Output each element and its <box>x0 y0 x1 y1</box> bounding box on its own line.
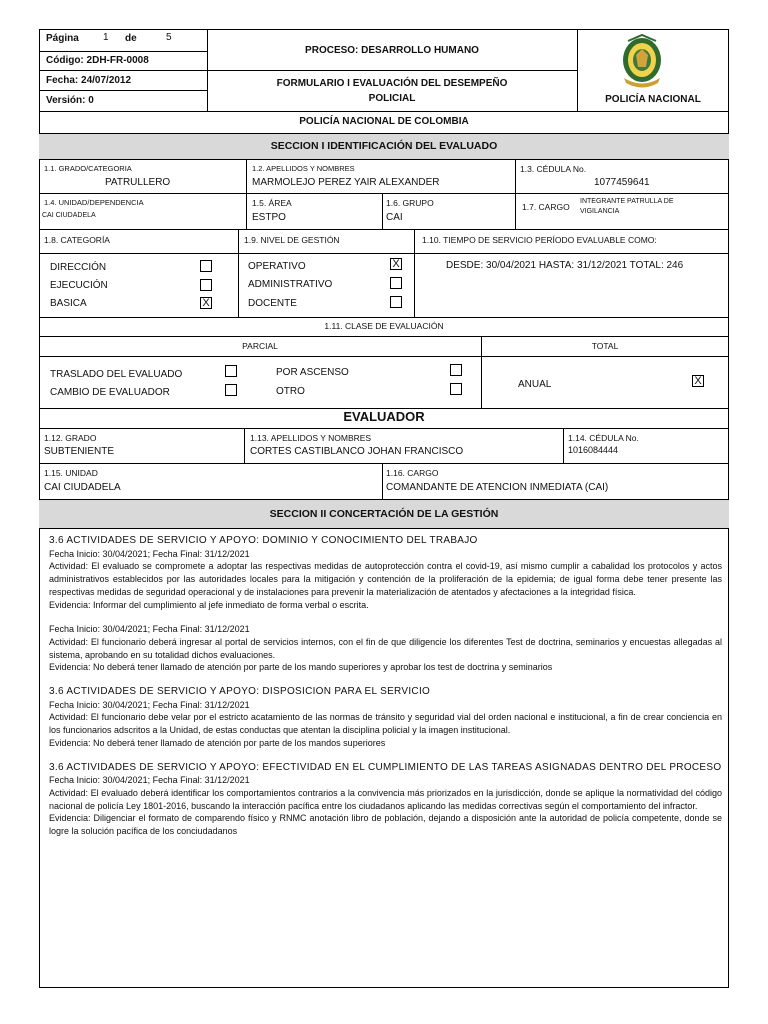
activity-dates: Fecha Inicio: 30/04/2021; Fecha Final: 31/12/2021 <box>49 699 250 710</box>
checkbox-cambio-evaluador[interactable] <box>225 384 237 396</box>
field-value: PATRULLERO <box>105 177 171 188</box>
activity-evidence: Evidencia: Diligenciar el formato de comparendo físico y RNMC anotación libro de población, dejando a disposición ante la autoridad de policía competente, donde se logre la solución pacífica de los conciudadanos <box>49 813 722 837</box>
field-label: 1.16. CARGO <box>386 468 439 478</box>
field-label: 1.7. CARGO <box>522 202 570 212</box>
divider <box>39 253 729 254</box>
field-value: 1077459641 <box>594 177 650 188</box>
option-label: ANUAL <box>518 379 552 390</box>
field-label: 1.12. GRADO <box>44 433 97 443</box>
field-value: SUBTENIENTE <box>44 446 115 457</box>
form-date: Fecha: 24/07/2012 <box>46 75 132 86</box>
divider <box>563 428 564 463</box>
field-label: 1.4. UNIDAD/DEPENDENCIA <box>44 198 144 207</box>
field-label: 1.5. ÁREA <box>252 198 292 208</box>
checkbox-traslado[interactable] <box>225 365 237 377</box>
activity-description: Actividad: El funcionario deberá ingresar al portal de servicios internos, con el fin de que diligencie los diferentes Test de doctrina, seminarios y encuestas allegadas al sistema, aprobando en su totalidad dichos evaluaciones. <box>49 636 722 660</box>
option-label: OTRO <box>276 386 305 397</box>
divider <box>382 463 383 499</box>
checkbox-ejecucion[interactable] <box>200 279 212 291</box>
process-title: PROCESO: DESARROLLO HUMANO <box>305 45 479 56</box>
section2-title: SECCION II CONCERTACIÓN DE LA GESTIÓN <box>269 508 499 520</box>
option-label: ADMINISTRATIVO <box>248 279 333 290</box>
field-value: 1016084444 <box>568 445 619 455</box>
checkbox-basica[interactable]: X <box>200 297 212 309</box>
divider <box>39 428 729 429</box>
field-value: CAI CIUDADELA <box>44 482 121 493</box>
field-label: 1.15. UNIDAD <box>44 468 98 478</box>
divider <box>515 160 516 193</box>
activity-evidence: Evidencia: No deberá tener llamado de atención por parte de los mandos superiores <box>49 737 386 748</box>
divider <box>39 193 729 194</box>
checkbox-otro[interactable] <box>450 383 462 395</box>
option-label: CAMBIO DE EVALUADOR <box>50 387 170 398</box>
activity-heading: 3.6 ACTIVIDADES DE SERVICIO Y APOYO: DISPOSICION PARA EL SERVICIO <box>49 686 431 698</box>
field-label: TOTAL <box>591 341 619 351</box>
divider <box>39 356 729 357</box>
checkbox-anual[interactable]: X <box>692 375 704 387</box>
section1-title: SECCION I IDENTIFICACIÓN DEL EVALUADO <box>270 140 498 152</box>
field-label: 1.10. TIEMPO DE SERVICIO PERÍODO EVALUABLE COMO: <box>422 235 657 245</box>
checkbox-operativo[interactable]: X <box>390 258 402 270</box>
activity-evidence: Evidencia: Informar del cumplimiento al jefe inmediato de forma verbal o escrita. <box>49 599 369 610</box>
activity-heading: 3.6 ACTIVIDADES DE SERVICIO Y APOYO: DOMINIO Y CONOCIMIENTO DEL TRABAJO <box>49 535 478 546</box>
divider <box>39 51 207 52</box>
page-label: Página <box>46 33 79 44</box>
divider <box>39 336 729 337</box>
checkbox-administrativo[interactable] <box>390 277 402 289</box>
checkbox-docente[interactable] <box>390 296 402 308</box>
option-label: EJECUCIÓN <box>50 280 108 291</box>
service-period: DESDE: 30/04/2021 HASTA: 31/12/2021 TOTAL: 246 <box>446 260 684 271</box>
option-label: POR ASCENSO <box>276 367 349 378</box>
activity-dates: Fecha Inicio: 30/04/2021; Fecha Final: 31/12/2021 <box>49 624 250 635</box>
field-value: COMANDANTE DE ATENCION INMEDIATA (CAI) <box>386 482 609 493</box>
field-label: 1.9. NIVEL DE GESTIÓN <box>244 235 340 245</box>
checkbox-ascenso[interactable] <box>450 364 462 376</box>
divider <box>39 70 577 71</box>
evaluator-title: EVALUADOR <box>343 409 425 424</box>
option-label: DIRECCIÓN <box>50 262 107 273</box>
activity-heading: 3.6 ACTIVIDADES DE SERVICIO Y APOYO: EFECTIVIDAD EN EL CUMPLIMIENTO DE LAS TAREAS ASIGNADAS DENTRO DEL PROCESO <box>49 761 722 773</box>
option-label: DOCENTE <box>248 298 297 309</box>
field-value: VIGILANCIA <box>580 208 620 215</box>
divider <box>39 317 729 318</box>
divider <box>515 193 516 229</box>
field-value: CAI <box>386 212 403 223</box>
divider <box>39 229 729 230</box>
divider <box>246 193 247 229</box>
field-label: 1.11. CLASE DE EVALUACIÓN <box>324 321 444 331</box>
field-label: 1.13. APELLIDOS Y NOMBRES <box>250 433 372 443</box>
activity-dates: Fecha Inicio: 30/04/2021; Fecha Final: 31/12/2021 <box>49 548 250 559</box>
field-value: CORTES CASTIBLANCO JOHAN FRANCISCO <box>250 446 464 457</box>
field-label: 1.1. GRADO/CATEGORIA <box>44 164 132 173</box>
divider <box>39 463 729 464</box>
form-title-line2: POLICIAL <box>368 93 416 104</box>
checkbox-direccion[interactable] <box>200 260 212 272</box>
form-code: Código: 2DH-FR-0008 <box>46 55 149 66</box>
org-name: POLICÍA NACIONAL <box>605 94 701 105</box>
divider <box>238 229 239 317</box>
page-number: 1 <box>103 32 109 43</box>
field-value: MARMOLEJO PEREZ YAIR ALEXANDER <box>252 177 440 188</box>
divider <box>39 111 729 112</box>
field-label: 1.8. CATEGORÍA <box>44 235 110 245</box>
institution-title: POLICÍA NACIONAL DE COLOMBIA <box>299 116 469 127</box>
page-of-label: de <box>125 33 137 44</box>
activity-dates: Fecha Inicio: 30/04/2021; Fecha Final: 31/12/2021 <box>49 775 250 786</box>
activity-description: Actividad: El funcionario debe velar por el estricto acatamiento de las normas de tránsito y seguridad vial del orden nacional e institucional, a fin de crear conciencia en los funcionarios adscritos a la Unidad, de estas conductas que atentan la disciplina policial y la imagen institucional. <box>49 712 722 736</box>
field-label: PARCIAL <box>242 341 278 351</box>
divider <box>246 160 247 193</box>
form-title-line1: FORMULARIO I EVALUACIÓN DEL DESEMPEÑO <box>276 78 508 89</box>
activity-evidence: Evidencia: No deberá tener llamado de atención por parte de los mando superiores y aprobar los test de doctrina y seminarios <box>49 662 553 673</box>
option-label: TRASLADO DEL EVALUADO <box>50 369 183 380</box>
section2-body <box>49 535 722 838</box>
option-label: BASICA <box>50 298 87 309</box>
field-value: INTEGRANTE PATRULLA DE <box>580 198 674 205</box>
field-label: 1.6. GRUPO <box>386 198 434 208</box>
police-emblem-icon <box>620 33 664 91</box>
activity-description: Actividad: El evaluado deberá identificar los comportamientos contrarios a la convivencia más priorizados en la jurisdicción, donde se aplique la normatividad del código nacional de policía Ley 1801-2016, buscando la interacción pacífica entre los ciudadanos aplicando las medidas correctivas según el comportamiento del infractor. <box>49 787 722 811</box>
field-label: 1.2. APELLIDOS Y NOMBRES <box>252 164 355 173</box>
option-label: OPERATIVO <box>248 261 306 272</box>
divider <box>244 428 245 463</box>
divider <box>414 229 415 317</box>
page-total: 5 <box>166 32 172 43</box>
field-label: 1.3. CÉDULA No. <box>520 164 587 174</box>
field-value: ESTPO <box>252 212 286 223</box>
form-version: Versión: 0 <box>46 95 94 106</box>
field-value: CAI CIUDADELA <box>42 212 96 219</box>
divider <box>39 90 207 91</box>
field-label: 1.14. CÉDULA No. <box>568 433 639 443</box>
activity-description: Actividad: El evaluado se compromete a adoptar las respectivas medidas de autoprotección contra el covid-19, así mismo cumplir a cabalidad los protocolos y actos administrativos establecidos por las autoridades locales para la mitigación y contención de la proliferación de la epidemia; de igual forma debe tener presente las respectivas medidas de seguridad operacional y de instalaciones para prevenir la materialización de atentados y afectaciones a la integridad física. <box>49 561 722 597</box>
divider <box>382 193 383 229</box>
